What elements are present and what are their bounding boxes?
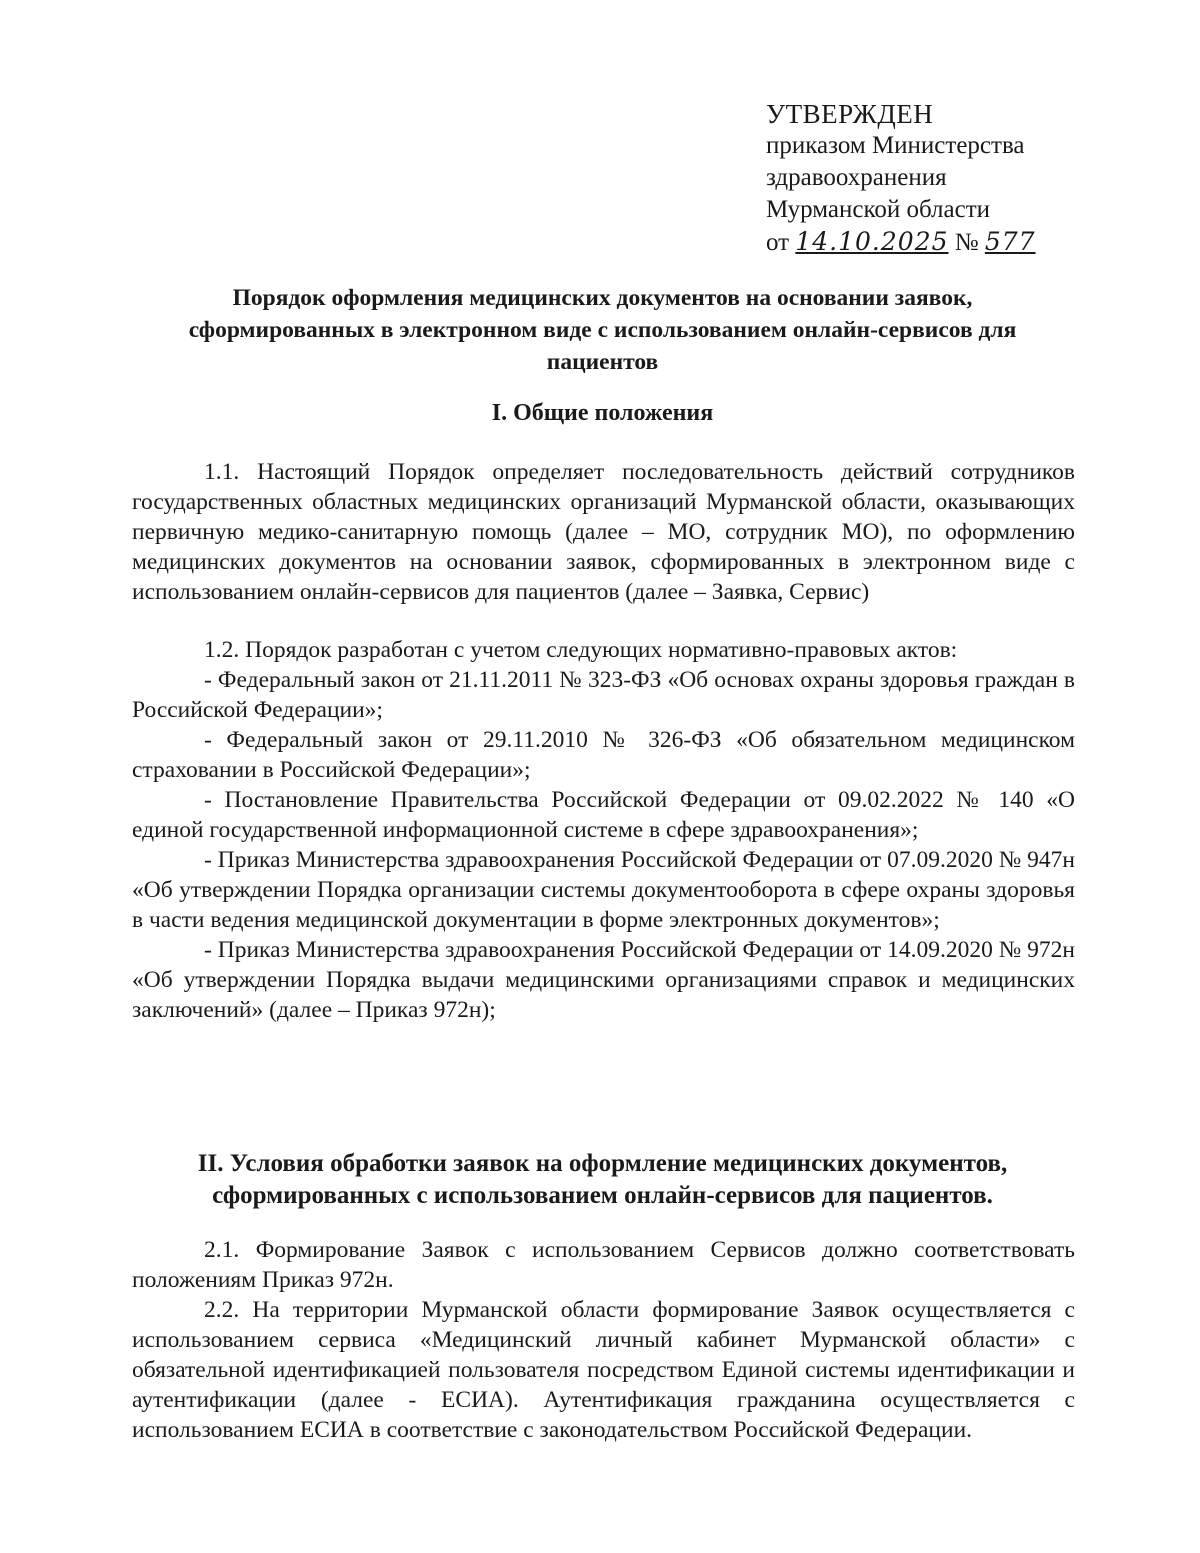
section-2-heading [130,1148,1075,1212]
approval-number: 577 [984,227,1036,256]
title-line-3: пациентов [546,349,659,375]
section-1-body [132,457,1075,1025]
section-2-heading-line-1: II. Условия обработки заявок на оформление медицинских документов, [197,1150,1008,1177]
approval-date: 14.10.2025 [795,227,949,256]
paragraph-2-1: 2.1. Формирование Заявок с использованием Сервисов должно соответствовать положениям Приказ 972н. [132,1237,1075,1293]
act-item-5: - Приказ Министерства здравоохранения Российской Федерации от 14.09.2020 № 972н «Об утверждении Порядка выдачи медицинскими организациями справок и медицинских заключений» (далее – Приказ 972н); [132,937,1075,1023]
section-2-body [132,1235,1075,1445]
act-item-2: - Федеральный закон от 29.11.2010 № 326-ФЗ «Об обязательном медицинском страховании в Российской Федерации»; [132,727,1075,783]
act-item-4: - Приказ Министерства здравоохранения Российской Федерации от 07.09.2020 № 947н «Об утверждении Порядка организации системы документооборота в сфере охраны здоровья в части ведения медицинской документации в форме электронных документов»; [132,847,1075,933]
section-1-heading: I. Общие положения [491,400,714,426]
title-line-2: сформированных в электронном виде с использованием онлайн-сервисов для [188,317,1017,343]
approval-line-3: Мурманской области [766,196,991,223]
approval-number-sign: № [954,229,979,256]
paragraph-1-1: 1.1. Настоящий Порядок определяет последовательность действий сотрудников государственных областных медицинских организаций Мурманской области, оказывающих первичную медико-санитарную помощь (далее – МО, сотрудник МО), по оформлению медицинских документов на основании заявок, сформированных в электронном виде с использованием онлайн-сервисов для пациентов (далее – Заявка, Сервис) [132,459,1075,605]
document-title [130,282,1075,378]
section-2-heading-line-2: сформированных с использованием онлайн-сервисов для пациентов. [212,1182,993,1209]
approval-date-prefix: от [766,229,790,256]
approval-stamp-block [766,98,1126,259]
approval-line-2: здравоохранения [766,164,947,191]
paragraph-2-2: 2.2. На территории Мурманской области формирование Заявок осуществляется с использованием сервиса «Медицинский личный кабинет Мурманской области» с обязательной идентификацией пользователя посредством Единой системы идентификации и аутентификации (далее - ЕСИА). Аутентификация гражданина осуществляется с использованием ЕСИА в соответствие с законодательством Российской Федерации. [132,1297,1075,1443]
act-item-1: - Федеральный закон от 21.11.2011 № 323-ФЗ «Об основах охраны здоровья граждан в Российской Федерации»; [132,667,1075,723]
title-line-1: Порядок оформления медицинских документов на основании заявок, [232,285,973,311]
paragraph-1-2: 1.2. Порядок разработан с учетом следующих нормативно-правовых актов: [204,637,958,663]
act-item-3: - Постановление Правительства Российской Федерации от 09.02.2022 № 140 «О единой государственной информационной системе в сфере здравоохранения»; [132,787,1075,843]
approval-title: УТВЕРЖДЕН [766,99,934,129]
approval-date-line [766,226,1126,259]
approval-line-1: приказом Министерства [766,132,1025,159]
